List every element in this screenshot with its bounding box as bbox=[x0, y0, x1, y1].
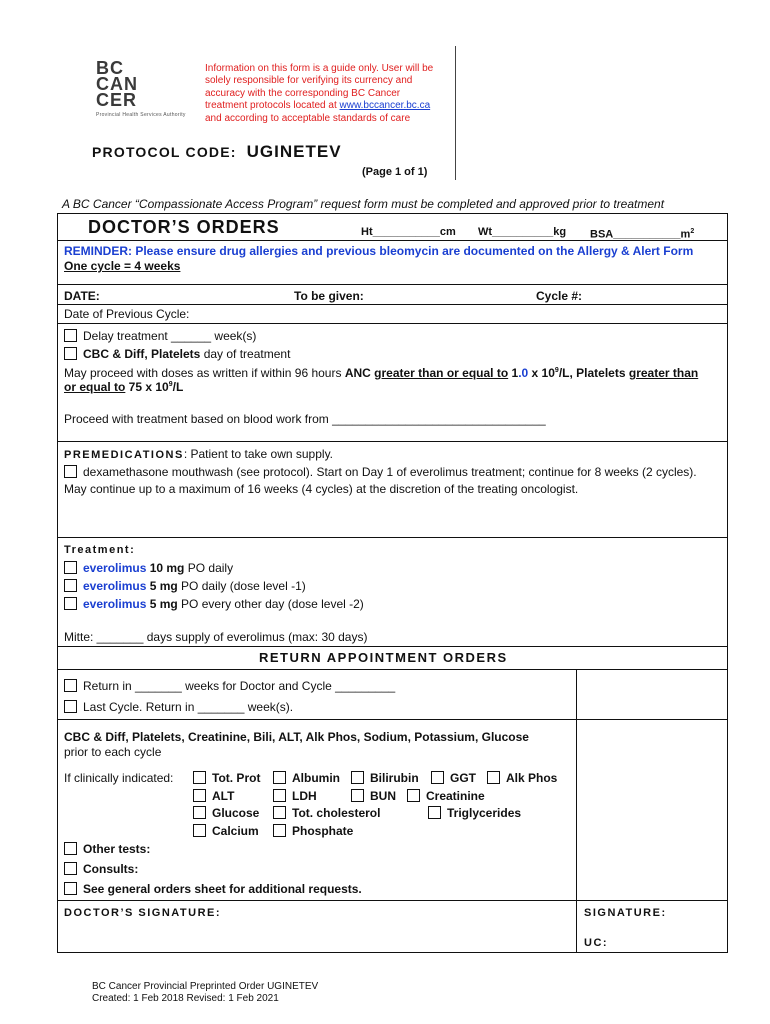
rule bbox=[57, 304, 728, 305]
proceed-criteria-cont: or equal to 75 x $10^9/L$ bbox=[64, 380, 184, 394]
cycle-length: One cycle = 4 weeks bbox=[64, 259, 181, 273]
dexamethasone-note: May continue up to a maximum of 16 weeks (4 cycles) at the discretion of the treating oncologist. bbox=[64, 482, 579, 496]
uc-field[interactable]: UC: bbox=[584, 937, 609, 949]
blood-work-date[interactable]: Proceed with treatment based on blood work from ________________________________ bbox=[64, 412, 546, 426]
last-cycle-label: Last Cycle. Return in _______ week(s). bbox=[83, 700, 294, 714]
other-tests-label: Other tests: bbox=[83, 842, 151, 856]
test-alk-phos[interactable]: Alk Phos bbox=[487, 771, 557, 785]
rule bbox=[57, 537, 728, 538]
prior-to-cycle: prior to each cycle bbox=[64, 745, 162, 759]
general-orders-option[interactable] bbox=[64, 882, 362, 896]
cbc-label: CBC & Diff, Platelets bbox=[83, 347, 201, 361]
footer-line-1: BC Cancer Provincial Preprinted Order UGINETEV bbox=[92, 981, 319, 992]
rule bbox=[57, 669, 728, 670]
to-be-given-field[interactable]: To be given: bbox=[294, 289, 364, 303]
test-bun[interactable]: BUN bbox=[351, 789, 396, 803]
delay-label: Delay treatment ______ week(s) bbox=[83, 329, 257, 343]
delay-checkbox[interactable] bbox=[64, 329, 77, 342]
height-field[interactable]: Ht___________cm bbox=[361, 226, 456, 238]
if-clinically-indicated: If clinically indicated: bbox=[64, 771, 174, 785]
test-bilirubin[interactable]: Bilirubin bbox=[351, 771, 419, 785]
consults-label: Consults: bbox=[83, 862, 139, 876]
treatment-option-1[interactable]: everolimus 10 mg PO daily bbox=[64, 561, 233, 575]
footer-line-2: Created: 1 Feb 2018 Revised: 1 Feb 2021 bbox=[92, 993, 279, 1004]
reminder-text: REMINDER: Please ensure drug allergies and previous bleomycin are documented on the Allergy & Alert Form bbox=[64, 244, 694, 258]
dexamethasone-checkbox[interactable] bbox=[64, 465, 77, 478]
premed-label: PREMEDICATIONS bbox=[64, 449, 184, 461]
rule bbox=[57, 323, 728, 324]
rule bbox=[57, 719, 577, 720]
rule bbox=[57, 441, 728, 442]
mitte-field[interactable]: Mitte: _______ days supply of everolimus (max: 30 days) bbox=[64, 630, 368, 644]
treatment-option-2[interactable]: everolimus 5 mg PO daily (dose level -1) bbox=[64, 579, 306, 593]
rule bbox=[57, 284, 728, 285]
protocol-code-value: UGINETEV bbox=[246, 142, 342, 161]
logo-line-2: CAN bbox=[96, 74, 138, 94]
doctors-signature-field[interactable]: DOCTOR’S SIGNATURE: bbox=[64, 907, 222, 919]
rule bbox=[57, 240, 728, 241]
test-ggt[interactable]: GGT bbox=[431, 771, 476, 785]
return-checkbox[interactable] bbox=[64, 679, 77, 692]
premedications-heading bbox=[64, 447, 333, 462]
return-appointment-title: RETURN APPOINTMENT ORDERS bbox=[259, 650, 508, 665]
doctors-orders-title: DOCTOR’S ORDERS bbox=[88, 217, 280, 237]
bc-cancer-logo bbox=[96, 60, 196, 118]
weight-field[interactable]: Wt__________kg bbox=[478, 226, 567, 238]
cap-note: A BC Cancer “Compassionate Access Program” request form must be completed and approved prior to treatment bbox=[62, 197, 665, 211]
test-tot-prot[interactable]: Tot. Prot bbox=[193, 771, 260, 785]
dexamethasone-label: dexamethasone mouthwash (see protocol). Start on Day 1 of everolimus treatment; continue for 8 weeks (2 cycles). bbox=[83, 465, 697, 479]
test-ldh[interactable]: LDH bbox=[273, 789, 317, 803]
delay-treatment-option[interactable] bbox=[64, 329, 256, 343]
cbc-label-rest: day of treatment bbox=[200, 347, 291, 361]
cbc-checkbox[interactable] bbox=[64, 347, 77, 360]
routine-labs: CBC & Diff, Platelets, Creatinine, Bili, ALT, Alk Phos, Sodium, Potassium, Glucose bbox=[64, 730, 529, 744]
rule bbox=[57, 952, 728, 953]
general-orders-label: See general orders sheet for additional requests. bbox=[83, 882, 362, 896]
logo-subtitle: Provincial Health Services Authority bbox=[96, 112, 186, 118]
right-column-divider bbox=[576, 669, 577, 953]
test-alt[interactable]: ALT bbox=[193, 789, 234, 803]
treatment-heading: Treatment: bbox=[64, 544, 136, 556]
test-phosphate[interactable]: Phosphate bbox=[273, 824, 353, 838]
proceed-criteria: May proceed with doses as written if within 96 hours ANC greater than or equal to 1.0 x $10^9/L$, Platelets greater than bbox=[64, 366, 699, 380]
test-calcium[interactable]: Calcium bbox=[193, 824, 259, 838]
footer bbox=[92, 981, 318, 1005]
test-tot-cholesterol[interactable]: Tot. cholesterol bbox=[273, 806, 380, 820]
disclaimer bbox=[205, 63, 445, 125]
test-glucose[interactable]: Glucose bbox=[193, 806, 259, 820]
other-tests-checkbox[interactable] bbox=[64, 842, 77, 855]
treatment-option-3[interactable]: everolimus 5 mg PO every other day (dose level -2) bbox=[64, 597, 364, 611]
test-albumin[interactable]: Albumin bbox=[273, 771, 340, 785]
return-label: Return in _______ weeks for Doctor and Cycle _________ bbox=[83, 679, 396, 693]
rule bbox=[57, 646, 728, 647]
signature-field[interactable]: SIGNATURE: bbox=[584, 907, 667, 919]
general-orders-checkbox[interactable] bbox=[64, 882, 77, 895]
disclaimer-text: Information on this form is a guide only. User will be solely responsible for verifying its currency and accuracy with the corresponding BC Cancer treatment protocols located at bbox=[205, 63, 434, 112]
page-number: (Page 1 of 1) bbox=[362, 166, 428, 178]
rule bbox=[57, 213, 728, 214]
rule bbox=[576, 719, 728, 720]
last-cycle-checkbox[interactable] bbox=[64, 700, 77, 713]
protocol-code bbox=[92, 142, 342, 162]
premed-note: : Patient to take own supply. bbox=[183, 447, 334, 461]
bsa-label: BSA___________m bbox=[590, 228, 691, 241]
logo-line-1: BC bbox=[96, 58, 124, 78]
header-divider bbox=[455, 46, 456, 180]
treatment-checkbox[interactable] bbox=[64, 561, 77, 574]
test-triglycerides[interactable]: Triglycerides bbox=[428, 806, 521, 820]
cycle-number-field[interactable]: Cycle #: bbox=[536, 289, 583, 303]
consults-checkbox[interactable] bbox=[64, 862, 77, 875]
test-creatinine[interactable]: Creatinine bbox=[407, 789, 485, 803]
cbc-option[interactable] bbox=[64, 347, 290, 361]
rule bbox=[57, 900, 728, 901]
bsa-field[interactable]: $BSA\_\_\_\_\_\_\_\_\_\_\_m^2$ bbox=[590, 228, 695, 241]
treatment-checkbox[interactable] bbox=[64, 597, 77, 610]
date-field[interactable]: DATE: bbox=[64, 289, 100, 303]
other-tests-option[interactable] bbox=[64, 842, 150, 856]
consults-option[interactable] bbox=[64, 862, 138, 876]
bccancer-link[interactable]: www.bccancer.bc.ca bbox=[339, 100, 431, 112]
dexamethasone-option[interactable] bbox=[64, 465, 697, 479]
protocol-label: PROTOCOL CODE: bbox=[92, 144, 237, 160]
previous-cycle-date[interactable]: Date of Previous Cycle: bbox=[64, 307, 190, 321]
return-in-option[interactable] bbox=[64, 679, 395, 693]
disclaimer-text-end: and according to acceptable standards of care bbox=[205, 112, 411, 124]
last-cycle-option[interactable] bbox=[64, 700, 293, 714]
treatment-checkbox[interactable] bbox=[64, 579, 77, 592]
logo-line-3: CER bbox=[96, 90, 138, 110]
